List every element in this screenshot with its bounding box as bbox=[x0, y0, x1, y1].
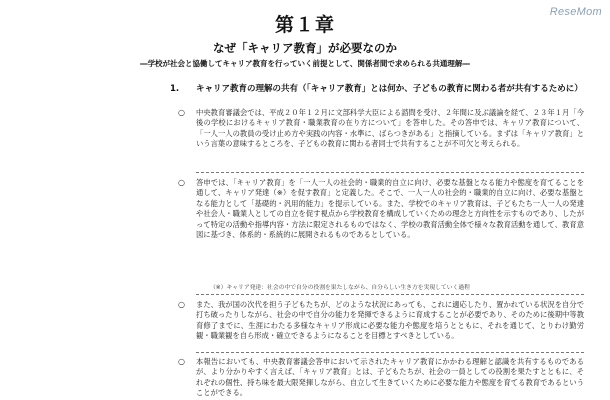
paragraph-4: 本報告においても、中央教育審議会答申において示されたキャリア教育にかかわる理解と認識を共有するものであるが、より分かりやすく言えば、「キャリア教育」とは、子どもたちが、社会の一員としての役割を果たすとともに、それぞれの個性、持ち味を最大限発揮しながら、自立して生きていくために必要な能力や態度を育てる教育であるということができる。 bbox=[196, 357, 584, 398]
section-title: キャリア教育の理解の共有（「キャリア教育」とは何か、子どもの教育に関わる者が共有するために） bbox=[196, 84, 583, 94]
divider bbox=[196, 352, 584, 353]
bullet-icon: ○ bbox=[178, 178, 185, 187]
page-subtitle: ―学校が社会と協働してキャリア教育を行っていく前提として、関係者間で求められる共通理解― bbox=[140, 59, 470, 68]
paragraph-1: 中央教育審議会では、平成２０年１２月に文部科学大臣による諮問を受け、２年間に及ぶ議論を経て、２３年１月「今後の学校におけるキャリア教育・職業教育の在り方について」を答申した。その答申では、キャリア教育について、「一人一人の教員の受け止め方や実践の内容・水準に、ばらつきがある」と指摘している。まずは「キャリア教育」という言葉の意味するところを、子どもの教育に関わる者同士で共有することが不可欠と考えられる。 bbox=[196, 108, 584, 149]
divider bbox=[196, 172, 584, 173]
page-title: なぜ「キャリア教育」が必要なのか bbox=[213, 41, 397, 55]
chapter-heading: 第１章 bbox=[274, 14, 335, 36]
bullet-icon: ○ bbox=[178, 108, 185, 117]
paragraph-3: また、我が国の次代を担う子どもたちが、どのような状況にあっても、これに適応したり、置かれている状況を自分で打ち破ったりしながら、社会の中で自分の能力を発揮できるように育成することが必要であり、そのために後期中等教育修了までに、生涯にわたる多様なキャリア形成に必要な能力や態度を培うとともに、それを通じて、とりわけ勤労観・職業観を自ら形成・確立できるようになることを目標とすべきとしている。 bbox=[196, 300, 584, 341]
footnote: （※）キャリア発達：社会の中で自分の役割を果たしながら、自分らしい生き方を実現していく過程 bbox=[210, 285, 470, 291]
bullet-icon: ○ bbox=[178, 300, 185, 309]
section-number: 1. bbox=[170, 84, 180, 94]
divider bbox=[196, 294, 584, 295]
bullet-icon: ○ bbox=[178, 357, 185, 366]
watermark-logo: ReseMom bbox=[549, 6, 602, 18]
paragraph-2: 答申では、「キャリア教育」を「一人一人の社会的・職業的自立に向け、必要な基盤となる能力や態度を育てることを通して、キャリア発達（※）を促す教育」と定義した。そこで、一人一人の社会的・職業的自立に向け、必要な基盤となる能力として「基礎的・汎用的能力」を提示している。また、学校でのキャリア教育は、子どもたち一人一人の発達や社会人・職業人としての自立を促す視点から学校教育を構成していくための理念と方向性を示すものであり、したがって特定の活動や指導内容・方法に限定されるものではなく、学校の教育活動全体で様々な教育活動を通して、教育意図に基づき、体系的・系統的に展開されるものであるとしている。 bbox=[196, 178, 584, 240]
